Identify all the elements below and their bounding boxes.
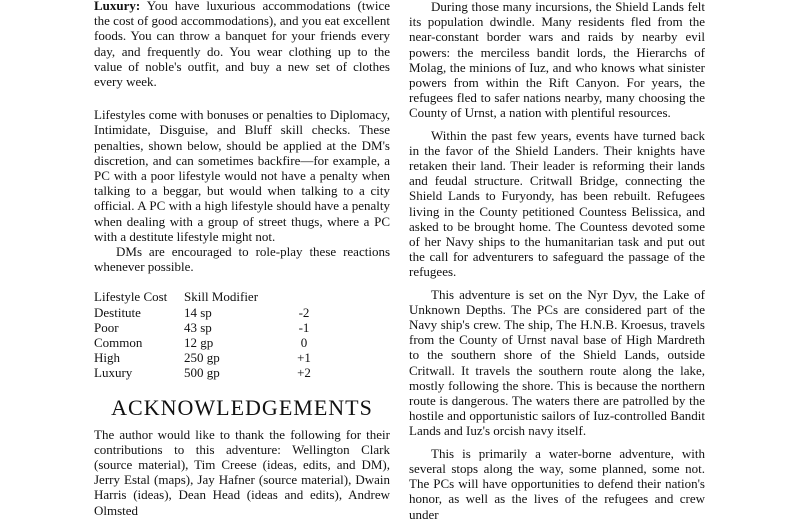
- right-paragraph-1: During those many incursions, the Shield Lands felt its population dwindle. Many residents fled from the near-constant border wars and raids by nearby evil powers: the merciless bandit lords, the Hierarchs of Molag, the minions of Iuz, and who knows what sinister powers from within the Rift Canyon. For years, the refugees fled to safer nations nearby, many choosing the County of Urnst, a nation with plentiful resources.: [409, 0, 705, 121]
- luxury-text: You have luxurious accommodations (twice the cost of good accommodations), and you eat excellent foods. You can throw a banquet for your friends every day, and frequently do. You wear clothing up to the value of noble's outfit, and buy a new set of clothes every week.: [94, 0, 390, 90]
- table-cell-lifestyle: Poor: [94, 319, 119, 335]
- lifestyle-table: [94, 289, 324, 380]
- roleplay-paragraph: DMs are encouraged to role-play these reactions whenever possible.: [94, 244, 390, 275]
- luxury-paragraph: [94, 0, 390, 89]
- table-row: [94, 305, 324, 320]
- table-cell-cost: 250 gp: [184, 350, 220, 366]
- table-cell-modifier: +2: [297, 365, 311, 381]
- table-cell-lifestyle: Destitute: [94, 304, 141, 320]
- table-cell-lifestyle: Luxury: [94, 365, 133, 381]
- table-header-cell: Lifestyle Cost: [94, 289, 168, 305]
- table-row: [94, 320, 324, 335]
- right-paragraph-4: This is primarily a water-borne adventure, with several stops along the way, some planned, some not. The PCs will have opportunities to defend their nation's honor, as well as the lives of the refugees and crew under: [409, 445, 705, 522]
- table-cell-cost: 14 sp: [184, 304, 212, 320]
- table-cell-cost: 12 gp: [184, 335, 214, 351]
- table-cell-lifestyle: High: [94, 350, 120, 366]
- acknowledgements-heading: ACKNOWLEDGEMENTS: [111, 394, 373, 420]
- luxury-label: Luxury:: [94, 0, 141, 13]
- table-cell-modifier: -2: [298, 304, 310, 320]
- right-paragraph-3: This adventure is set on the Nyr Dyv, the Lake of Unknown Depths. The PCs are considered part of the Navy ship's crew. The ship, The H.N.B. Kroesus, travels from the County of Urnst naval base of High Mardreth to the southern shore of the Shield Lands, outside Critwall. It travels the southern route along the lake, mostly following the shore. This is because the northern route is dangerous. The waters there are patrolled by the hostile and opportunistic sailors of Iuz-controlled Bandit Lands and Iuz's orcish navy itself.: [409, 286, 705, 439]
- right-column: [409, 0, 705, 522]
- table-cell-cost: 500 gp: [184, 365, 220, 381]
- table-cell-cost: 43 sp: [184, 319, 212, 335]
- table-cell-modifier: -1: [298, 319, 310, 335]
- table-cell-modifier: 0: [300, 335, 308, 351]
- acknowledgements-paragraph: The author would like to thank the following for their contributions to this adventure: Wellington Clark (source material), Tim Creese (ideas, edits, and DM), Jerry Estal (maps), Jay Hafner (source material), Dwain Harris (ideas), Dean Head (ideas and edits), Andrew Olmsted: [94, 426, 390, 518]
- table-row: [94, 350, 324, 365]
- lifestyle-paragraph: Lifestyles come with bonuses or penalties to Diplomacy, Intimidate, Disguise, and Bluff skill checks. These penalties, shown below, should be applied at the DM's discretion, and can sometimes backfire—for example, a PC with a poor lifestyle would not have a penalty when talking to a beggar, but would when talking to a city official. A PC with a high lifestyle should have a penalty when dealing with a group of street thugs, where a PC with a destitute lifestyle might not.: [94, 107, 390, 244]
- table-cell-lifestyle: Common: [94, 335, 143, 351]
- right-paragraph-2: Within the past few years, events have turned back in the favor of the Shield Landers. Their knights have retaken their land. Their leader is reforming their lands and feudal structure. Critwall Bridge, connecting the Shield Lands to Furyondy, has been rebuilt. Refugees living in the County petitioned Countess Belissica, and asked to be brought home. The Countess devoted some of her Navy ships to the humanitarian task and put out the call for adventurers to safeguard the passage of the refugees.: [409, 127, 705, 280]
- table-row: [94, 335, 324, 350]
- left-column: [94, 0, 390, 518]
- table-row: [94, 365, 324, 380]
- table-cell-modifier: +1: [297, 350, 311, 366]
- table-header-cell: Skill Modifier: [184, 289, 259, 305]
- table-header-row: [94, 289, 324, 304]
